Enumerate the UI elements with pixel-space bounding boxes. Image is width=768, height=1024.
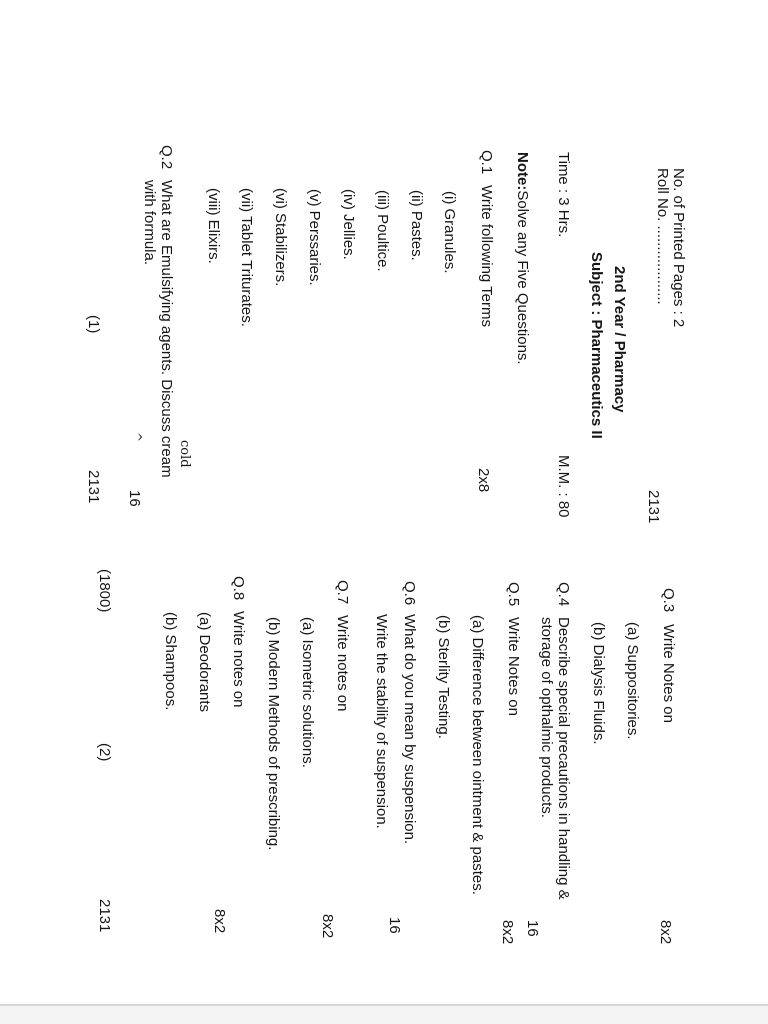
q8-item: (b) Shampoos. [162, 612, 179, 711]
q3-item: (a) Suppositories. [624, 622, 641, 740]
note-text: Solve any Five Questions. [514, 190, 531, 365]
q6-number: Q.6 [401, 581, 418, 606]
q5-number: Q.5 [505, 582, 522, 607]
max-marks: M.M. : 80 [555, 455, 572, 518]
q1-marks: 2x8 [475, 468, 492, 493]
q1-item: (ii) Pastes. [408, 190, 425, 261]
q7-item: (a) Isometric solutions. [299, 617, 316, 768]
q6-line2: Write the stability of suspension. [373, 614, 390, 829]
note-label: Note: [514, 152, 531, 191]
q4-line1: Describe special precautions in handling & [555, 617, 572, 900]
q3-number: Q.3 [660, 588, 677, 613]
q8-number: Q.8 [230, 576, 247, 601]
q4-marks: 16 [524, 920, 541, 937]
roll-no: Roll No. ................... [654, 168, 671, 305]
paper-code: 2131 [645, 490, 662, 524]
q5-text: Write Notes on [505, 617, 522, 716]
exam-time: Time : 3 Hrs. [555, 152, 572, 238]
q1-text: Write following Terms [478, 185, 495, 327]
q1-item: (viii) Elixirs. [205, 188, 222, 264]
q1-item: (vii) Tablet Triturates. [238, 188, 255, 327]
q8-marks: 8x2 [211, 909, 228, 934]
print-count: (1800) [96, 569, 113, 613]
q1-item: (vi) Stabilizers. [272, 188, 289, 287]
q3-marks: 8x2 [657, 920, 674, 945]
q2-number: Q.2 [158, 145, 175, 170]
page-number: (2) [96, 743, 113, 762]
q1-item: (i) Granules. [441, 191, 458, 274]
q4-line2: storage of opthalmic products. [538, 617, 555, 818]
page-number: (1) [85, 315, 102, 334]
q6-line1: What do you mean by suspension. [401, 614, 418, 845]
q3-text: Write Notes on [660, 624, 677, 723]
q2-line2: with formula. [141, 180, 158, 266]
q2-handwritten-note: cold [177, 440, 192, 468]
q7-number: Q.7 [334, 580, 351, 605]
note [514, 152, 531, 365]
q5-item: (a) Difference between ointment & pastes. [469, 615, 486, 895]
q7-text: Write notes on [334, 615, 351, 712]
exam-title: 2nd Year / Pharmacy [611, 266, 628, 413]
q8-item: (a) Deodorants [196, 612, 213, 713]
q1-item: (v) Perssaries. [306, 189, 323, 286]
q2-insert-caret: ^ [130, 432, 144, 443]
footer-code: 2131 [85, 470, 102, 504]
q1-item: (iv) Jellies. [340, 189, 357, 260]
q2-marks: 16 [126, 490, 143, 507]
q4-number: Q.4 [555, 582, 572, 607]
exam-subject: Subject : Pharmaceutics II [588, 252, 605, 439]
q7-item: (b) Modern Methods of prescribing. [265, 617, 282, 851]
q5-item: (b) Sterlity Testing. [435, 615, 452, 739]
footer-code: 2131 [96, 899, 113, 933]
printed-pages: No. of Printed Pages : 2 [670, 168, 687, 328]
q1-number: Q.1 [478, 150, 495, 175]
q3-item: (b) Dialysis Fluids. [590, 622, 607, 745]
q8-text: Write notes on [230, 611, 247, 708]
q1-item: (iii) Poultice. [374, 190, 391, 272]
q2-line1: What are Emulsifying agents. Discuss cream [158, 180, 175, 478]
q6-marks: 16 [386, 917, 403, 934]
q5-marks: 8x2 [499, 920, 516, 945]
q7-marks: 8x2 [319, 914, 336, 939]
